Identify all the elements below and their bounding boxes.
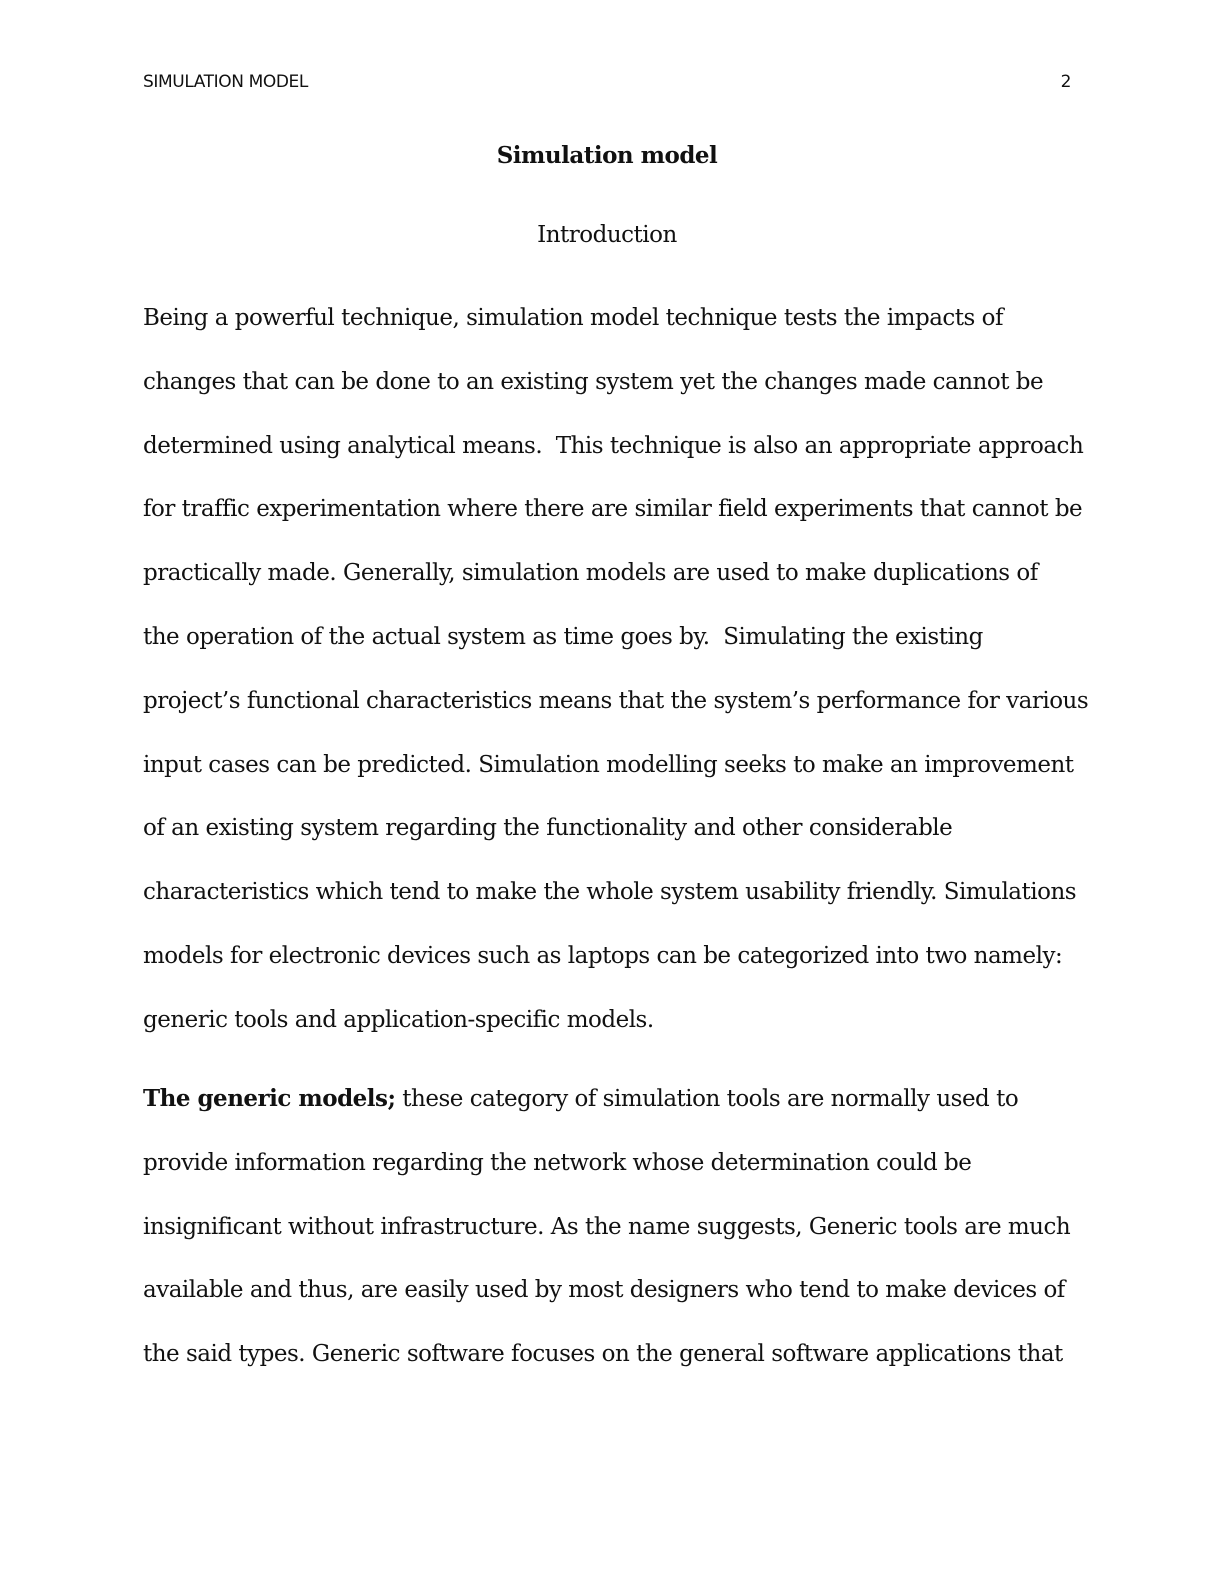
generic-models-lead: The generic models; — [143, 1085, 396, 1112]
text-line: generic tools and application-specific models. — [143, 1006, 654, 1033]
text-line: the operation of the actual system as time goes by. Simulating the existing — [143, 623, 983, 650]
text-line: insignificant without infrastructure. As the name suggests, Generic tools are much — [143, 1213, 1071, 1240]
paragraph-generic-models — [143, 1084, 1083, 1403]
text-line: Being a powerful technique, simulation model technique tests the impacts of — [143, 305, 1004, 331]
section-heading-introduction: Introduction — [537, 222, 677, 248]
text-line: characteristics which tend to make the whole system usability friendly. Simulations — [143, 879, 1077, 906]
text-line: available and thus, are easily used by most designers who tend to make devices of — [143, 1277, 1065, 1304]
text-line: practically made. Generally, simulation models are used to make duplications of — [143, 560, 1038, 587]
text-line: the said types. Generic software focuses on the general software applications that — [143, 1341, 1063, 1368]
text-line: input cases can be predicted. Simulation modelling seeks to make an improvement — [143, 751, 1074, 778]
text-line: provide information regarding the network whose determination could be — [143, 1149, 972, 1176]
text-line: changes that can be done to an existing system yet the changes made cannot be — [143, 368, 1044, 395]
text-line: of an existing system regarding the functionality and other considerable — [143, 815, 953, 842]
running-head-title: SIMULATION MODEL — [143, 72, 308, 92]
text-line: determined using analytical means. This technique is also an appropriate approach — [143, 432, 1084, 459]
generic-models-first-line: these category of simulation tools are normally used to — [395, 1086, 1019, 1112]
text-line — [143, 1084, 1083, 1148]
paragraph-introduction — [143, 303, 1089, 1069]
text-line: models for electronic devices such as laptops can be categorized into two namely: — [143, 942, 1063, 969]
text-line: for traffic experimentation where there are similar field experiments that cannot be — [143, 496, 1083, 523]
running-head — [143, 72, 1071, 98]
text-line: project’s functional characteristics means that the system’s performance for various — [143, 687, 1089, 714]
page-number: 2 — [1060, 72, 1071, 92]
document-title: Simulation model — [496, 142, 718, 169]
